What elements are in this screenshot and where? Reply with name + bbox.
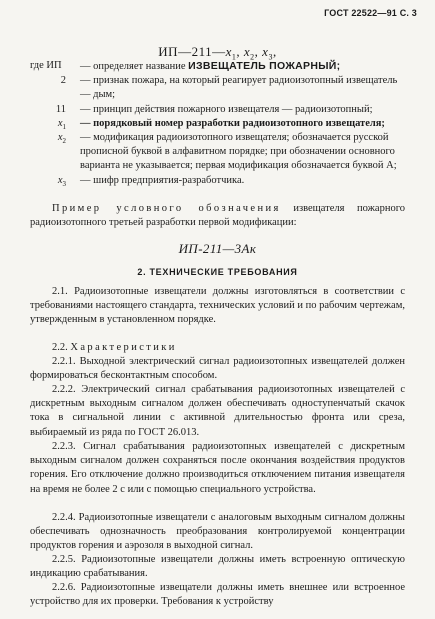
example-intro [30, 202, 405, 230]
term-sub: 1 [62, 122, 66, 131]
definition-x1 [0, 117, 435, 131]
definition-desc [80, 59, 410, 74]
formula-s1: 1 [231, 52, 237, 62]
definition-2 [0, 74, 435, 102]
term-var: x [57, 117, 63, 129]
term-var: x [57, 132, 63, 144]
definition-11 [0, 103, 435, 117]
formula-x2: x [243, 44, 251, 59]
formula-base: ИП—211— [158, 44, 226, 59]
paragraph-number: 2.2. [52, 342, 71, 353]
term-sub: 2 [62, 137, 66, 146]
paragraph-heading: Характеристики [70, 342, 177, 353]
section-title: 2. ТЕХНИЧЕСКИЕ ТРЕБОВАНИЯ [137, 267, 298, 277]
paragraph-2-2-2: 2.2.2. Электрический сигнал срабатывания радиоизотопных извещателей с дискретным выходным сигналом должен обеспечивать одноступенчатый скачок тока в сигнальной линии с активной длительностью фронта или среза, выбираемый из ряда по ГОСТ 26.013. [30, 384, 405, 438]
definition-x2 [0, 131, 435, 174]
device-name: ИЗВЕЩАТЕЛЬ ПОЖАРНЫЙ; [188, 60, 341, 72]
designation-formula: $ИП—211—x_1$, $x_2$, $x_3$, [158, 44, 277, 62]
definition-desc: — принцип действия пожарного извещателя — радиоизотопный; [80, 103, 373, 115]
definition-desc: — шифр предприятия-разработчика. [80, 174, 245, 186]
example-text: извещателя пожарного радиоизотопного третьей разработки первой модификации: [30, 203, 405, 229]
definition-term: где ИП [30, 60, 62, 71]
running-head: ГОСТ 22522—91 С. 3 [324, 8, 417, 18]
formula-x1: x [225, 44, 232, 59]
example-designation: ИП-211—3Ак [178, 241, 257, 256]
definition-x3 [0, 174, 435, 188]
paragraph-2-2-1: 2.2.1. Выходной электрический сигнал радиоизотопных извещателей должен формироваться бесконтактным способом. [30, 356, 405, 382]
definition-ip [0, 59, 435, 74]
definition-list [0, 59, 435, 188]
formula-x3: x [262, 44, 269, 59]
example-label: Пример условного обозначения [52, 203, 281, 214]
formula-s2: 2 [250, 52, 255, 62]
paragraph-2-2 [30, 341, 405, 355]
term-sub: 3 [62, 179, 66, 188]
definition-desc: — порядковый номер разработки радиоизотопного извещателя; [80, 117, 385, 129]
paragraph-2-2-5: 2.2.5. Радиоизотопные извещатели должны иметь встроенную оптическую индикацию срабатывания. [30, 554, 405, 580]
definition-term [0, 174, 66, 191]
definition-desc: — признак пожара, на который реагирует радиоизотопный извещатель — дым; [80, 75, 398, 101]
paragraph-2-2-6: 2.2.6. Радиоизотопные извещатели должны иметь внешнее или встроенное устройство для их проверки. Требования к устройству [30, 582, 405, 608]
paragraph-2-2-4: 2.2.4. Радиоизотопные извещатели с аналоговым выходным сигналом должны обеспечивать однозначность преобразования контролируемой концентрации продуктов горения и аэрозоля в выходной сигнал. [30, 512, 405, 552]
term-var: x [57, 174, 63, 186]
definition-term [0, 131, 66, 148]
definition-term: 2 [60, 75, 66, 87]
definition-desc: — модификация радиоизотопного извещателя; обозначается русской прописной буквой в алфавитном порядке; при обозначении основного варианта не указывается; первая модификация обозначается буквой А; [80, 132, 397, 172]
paragraph-2-1: 2.1. Радиоизотопные извещатели должны изготовляться в соответствии с требованиями настоящего стандарта, технических условий и по рабочим чертежам, утвержденным в установленном порядке. [30, 286, 405, 326]
definition-dash-text: — определяет название [80, 61, 186, 72]
definition-term: 11 [55, 103, 66, 115]
formula-s3: 3 [268, 52, 273, 62]
paragraph-2-2-3: 2.2.3. Сигнал срабатывания радиоизотопных извещателей с дискретным выходным сигналом должен сохраняться после окончания воздействия продуктов горения. Его отключение должно производиться отключением питания извещателя на время не более 2 с или с помощью специального устройства. [30, 441, 405, 495]
